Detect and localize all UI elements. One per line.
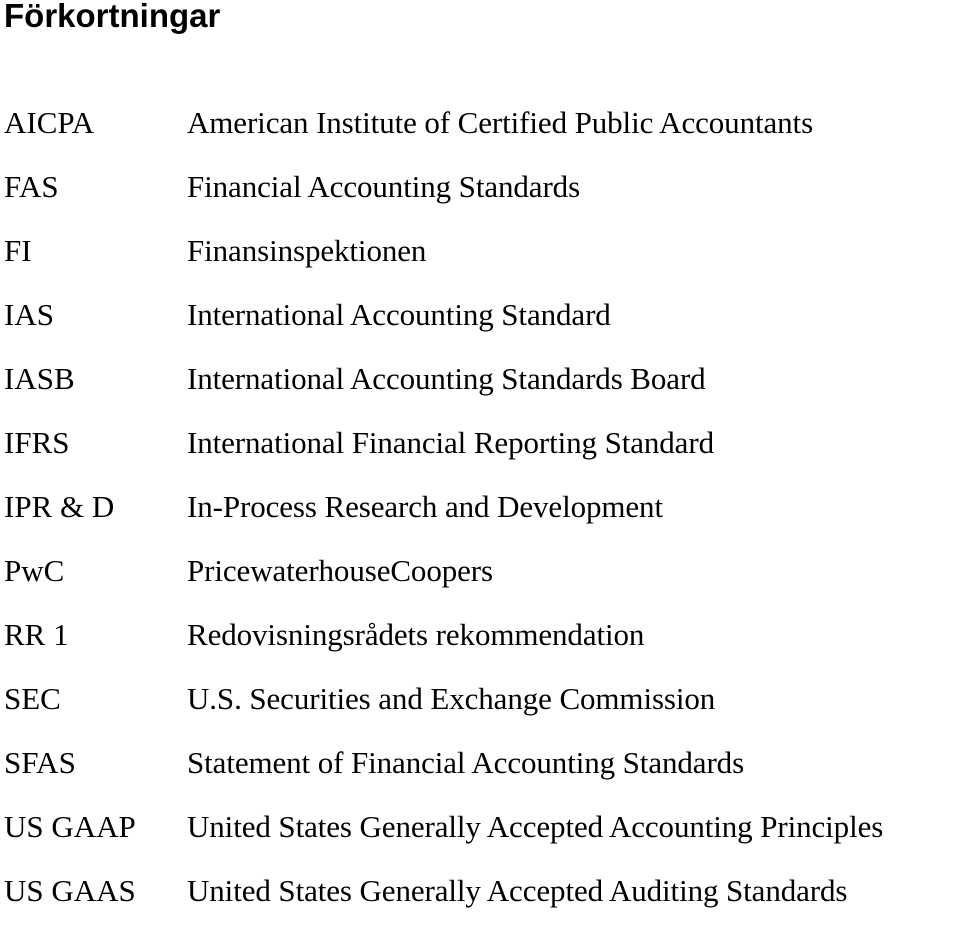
abbreviation-term: IPR & D [4,489,115,524]
abbreviation-term: SFAS [4,745,76,780]
abbreviation-list [0,101,960,933]
abbreviation-definition: Statement of Financial Accounting Standards [187,745,745,780]
abbreviation-row [0,805,960,869]
abbreviation-term: US GAAP [4,809,136,844]
abbreviation-definition: PricewaterhouseCoopers [187,553,493,588]
abbreviation-definition: Finansinspektionen [187,233,427,268]
abbreviation-definition: In-Process Research and Development [187,489,663,524]
abbreviation-row [0,485,960,549]
abbreviation-definition: International Financial Reporting Standard [187,425,714,460]
abbreviation-row [0,869,960,933]
abbreviation-term: RR 1 [4,617,69,652]
abbreviation-row [0,741,960,805]
abbreviation-term: AICPA [4,105,95,140]
abbreviation-term: SEC [4,681,61,716]
abbreviation-term: FAS [4,169,59,204]
abbreviation-definition: International Accounting Standards Board [187,361,706,396]
abbreviation-definition: International Accounting Standard [187,297,611,332]
page-title: Förkortningar [4,0,221,34]
abbreviation-row [0,421,960,485]
abbreviation-row [0,165,960,229]
abbreviation-row [0,229,960,293]
abbreviation-row [0,357,960,421]
abbreviation-term: IAS [4,297,54,332]
abbreviation-term: US GAAS [4,873,136,908]
abbreviation-row [0,677,960,741]
abbreviation-row [0,101,960,165]
abbreviation-definition: United States Generally Accepted Accounting Principles [187,809,884,844]
abbreviation-row [0,613,960,677]
abbreviation-definition: Financial Accounting Standards [187,169,581,204]
abbreviation-term: PwC [4,553,65,588]
abbreviation-row [0,293,960,357]
abbreviation-term: FI [4,233,32,268]
abbreviation-row [0,549,960,613]
abbreviation-term: IASB [4,361,75,396]
abbreviation-definition: United States Generally Accepted Auditing Standards [187,873,848,908]
abbreviation-term: IFRS [4,425,70,460]
abbreviation-definition: U.S. Securities and Exchange Commission [187,681,716,716]
abbreviation-definition: American Institute of Certified Public Accountants [187,105,814,140]
abbreviation-definition: Redovisningsrådets rekommendation [187,617,645,652]
